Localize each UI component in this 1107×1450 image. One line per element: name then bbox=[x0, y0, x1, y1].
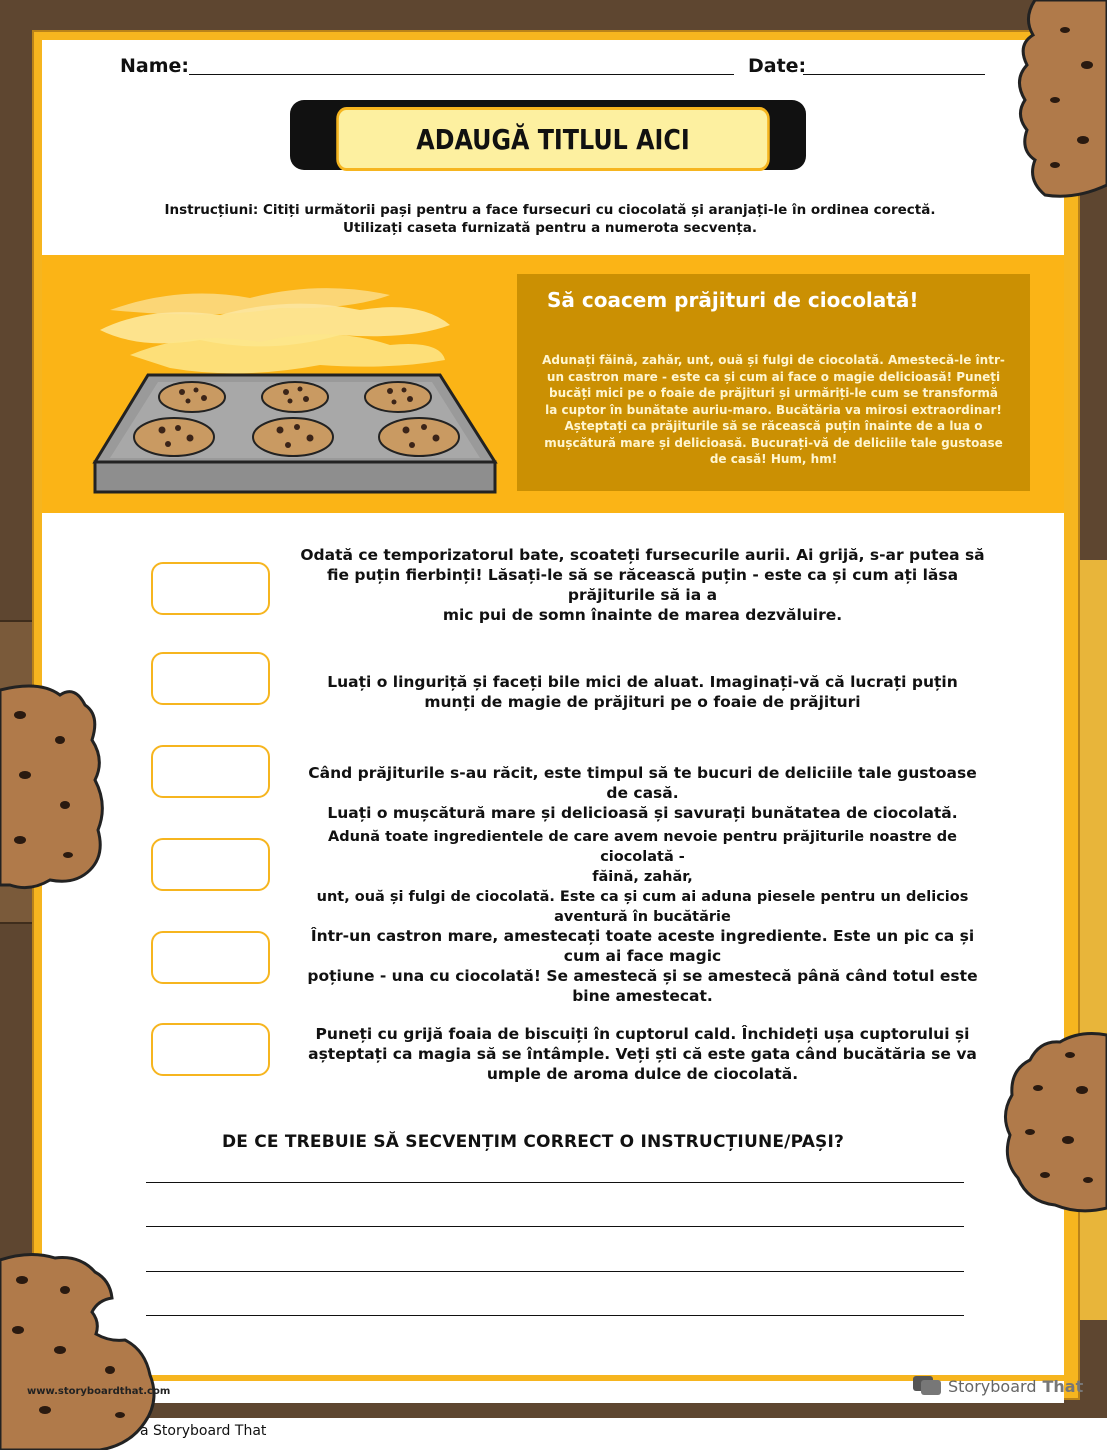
cookie-icon bbox=[1000, 1030, 1107, 1215]
cookie-icon bbox=[0, 1250, 165, 1450]
sequence-number-box[interactable] bbox=[151, 931, 270, 984]
date-line[interactable] bbox=[803, 74, 985, 75]
sequence-number-box[interactable] bbox=[151, 1023, 270, 1076]
copyright-text: a Storyboard That bbox=[140, 1423, 267, 1439]
step-text: Adună toate ingredientele de care avem nevoie pentru prăjiturile noastre de ciocolată - făină, zahăr, unt, ouă și fulgi de ciocolată. Este ca și cum ai aduna piesele pentru un delicios aventură în bucătărie bbox=[316, 829, 969, 925]
info-panel bbox=[517, 274, 1030, 491]
cookie-icon bbox=[0, 680, 110, 900]
step-text: Când prăjiturile s-au răcit, este timpul să te bucuri de deliciile tale gustoase de casă. Luați o mușcătură mare și delicioasă și savurați bunătatea de ciocolată. bbox=[308, 764, 977, 822]
name-line[interactable] bbox=[189, 74, 734, 75]
instructions-text: Instrucțiuni: Citiți următorii pași pentru a face fursecuri cu ciocolată și aranjați-le în ordinea corectă. Utilizați caseta furnizată pentru a numerota secvența. bbox=[164, 202, 936, 236]
step-text: Într-un castron mare, amestecați toate aceste ingrediente. Este un pic ca și cum ai face magic poțiune - una cu ciocolată! Se amestecă și se amestecă până când totul este bine amestecat. bbox=[307, 927, 978, 1005]
answer-line[interactable] bbox=[146, 1271, 964, 1272]
page-title[interactable]: ADAUGĂ TITLUL AICI bbox=[336, 107, 770, 171]
baking-tray-icon bbox=[90, 270, 510, 505]
sequence-number-box[interactable] bbox=[151, 652, 270, 705]
info-text: Adunați făină, zahăr, unt, ouă și fulgi de ciocolată. Amestecă-le într-un castron mare - este ca și cum ai face o magie delicioasă! Puneți bucăți mici pe o foaie de prăjituri și urmăriți-le cum se transformă la cuptor în bunătate auriu-maro. Bucătăria va mirosi extraordinar! Așteptați ca prăjiturile să se răcească puțin înainte de a lua o mușcătură mare și delicioasă. Bucurați-vă de deliciile tale gustoase de casă! Hum, hm! bbox=[542, 353, 1005, 466]
storyboardthat-brand bbox=[912, 1375, 1083, 1397]
brand-second: That bbox=[1042, 1376, 1084, 1396]
date-label: Date: bbox=[748, 55, 807, 77]
website-url[interactable]: www.storyboardthat.com bbox=[27, 1386, 171, 1397]
info-title: Să coacem prăjituri de ciocolată! bbox=[547, 288, 919, 312]
answer-line[interactable] bbox=[146, 1315, 964, 1316]
cookie-icon bbox=[1005, 0, 1107, 205]
answer-line[interactable] bbox=[146, 1226, 964, 1227]
brand-first: Storyboard bbox=[948, 1376, 1037, 1396]
sequence-number-box[interactable] bbox=[151, 838, 270, 891]
sequence-number-box[interactable] bbox=[151, 745, 270, 798]
name-label: Name: bbox=[120, 55, 190, 77]
storyboardthat-logo-icon bbox=[912, 1375, 942, 1397]
step-text: Odată ce temporizatorul bate, scoateți fursecurile aurii. Ai grijă, s-ar putea să fie puțin fierbinți! Lăsați-le să se răcească puțin - este ca și cum ați lăsa prăjiturile să ia a mic pui de somn înainte de marea dezvăluire. bbox=[300, 546, 985, 624]
answer-line[interactable] bbox=[146, 1182, 964, 1183]
sequence-number-box[interactable] bbox=[151, 562, 270, 615]
step-text: Luați o linguriță și faceți bile mici de aluat. Imaginați-vă că lucrați puțin munți de magie de prăjituri pe o foaie de prăjituri bbox=[327, 673, 958, 711]
footer-band bbox=[42, 1375, 1064, 1403]
step-text: Puneți cu grijă foaia de biscuiți în cuptorul cald. Închideți ușa cuptorului și așteptați ca magia să se întâmple. Veți ști că este gata când bucătăria se va umple de aroma dulce de ciocolată. bbox=[308, 1025, 977, 1083]
reflection-question: DE CE TREBUIE SĂ SECVENȚIM CORRECT O INSTRUCȚIUNE/PAȘI? bbox=[222, 1132, 845, 1152]
